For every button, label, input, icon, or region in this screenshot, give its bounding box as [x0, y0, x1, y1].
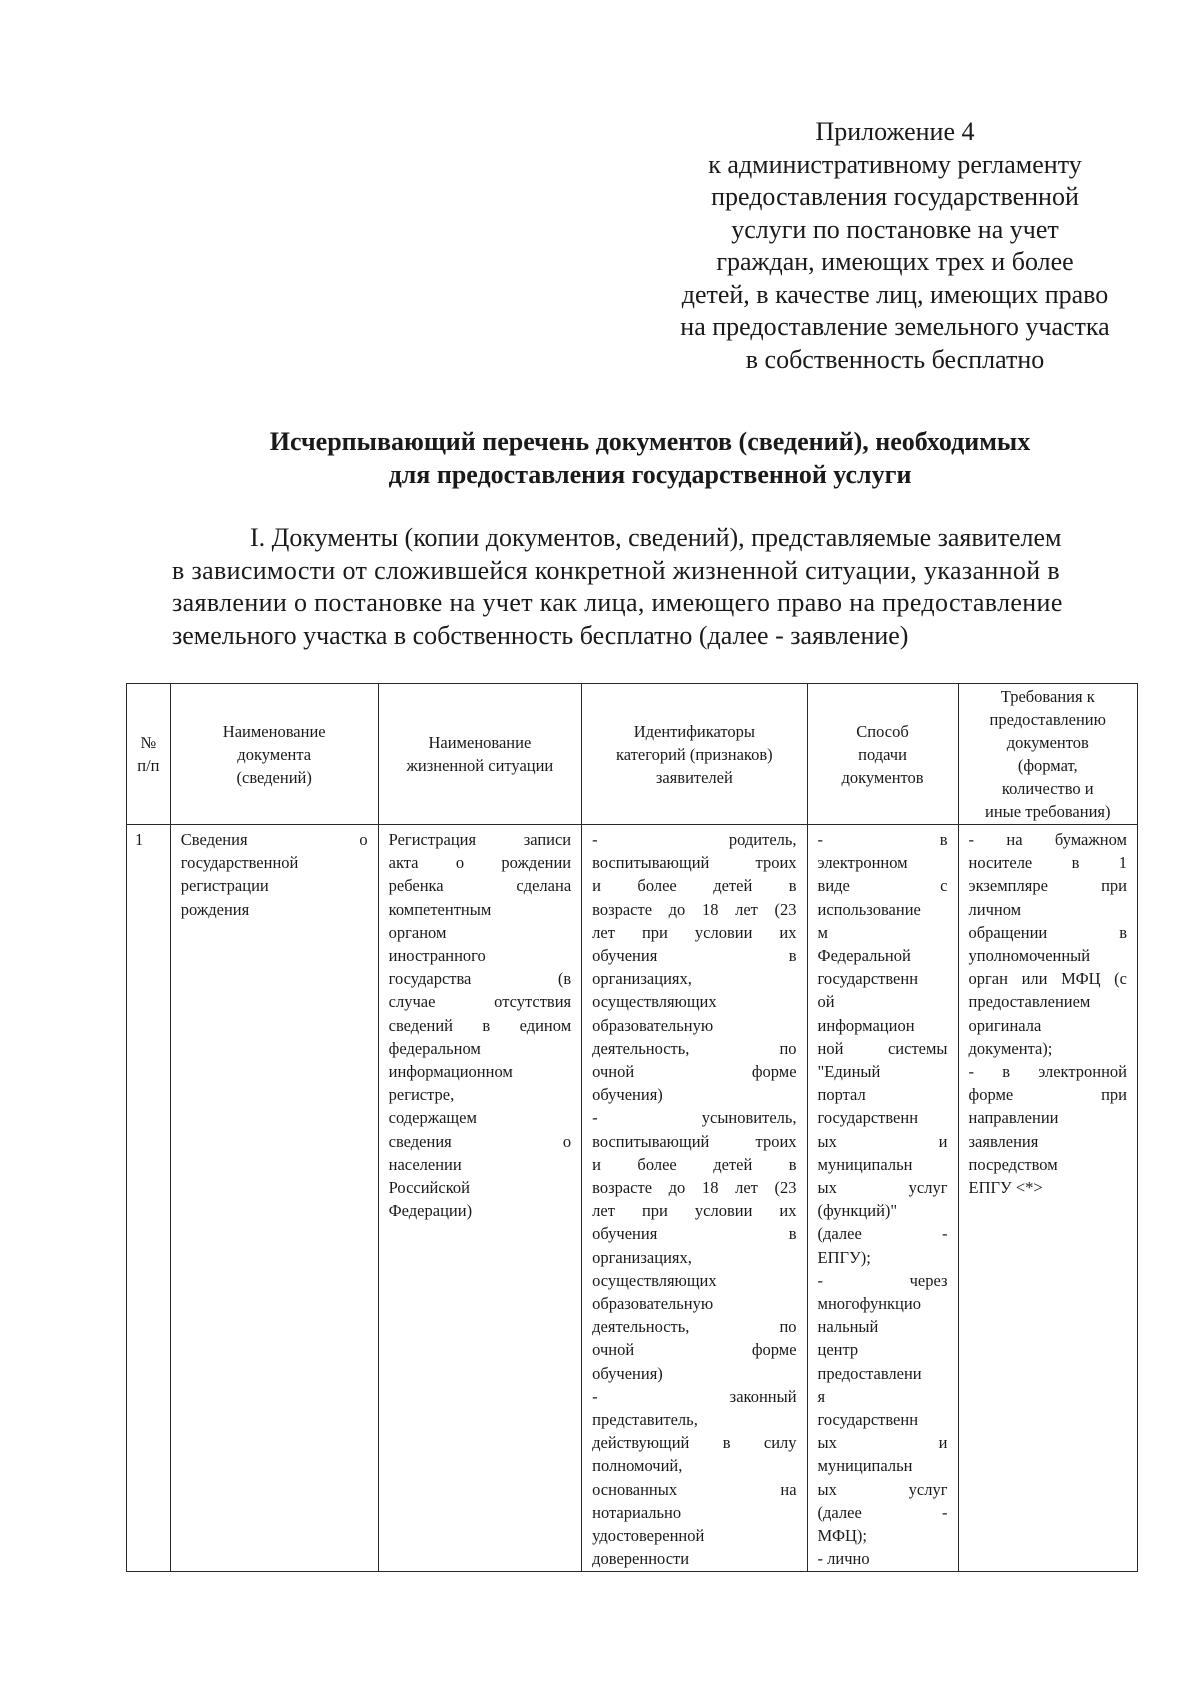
- appendix-line: предоставления государственной: [711, 182, 1079, 211]
- document-title-line-1: Исчерпывающий перечень документов (сведений), необходимых: [269, 427, 1031, 456]
- cell-line: возрасте до 18 лет (23: [592, 899, 797, 919]
- header-line: (формат,: [1017, 756, 1078, 775]
- appendix-line: граждан, имеющих трех и более: [716, 247, 1074, 276]
- cell-line: Сведения о: [180, 830, 368, 849]
- cell-line: - в: [817, 830, 948, 849]
- cell-line: - в электронной: [968, 1062, 1127, 1082]
- cell-line: ых и: [817, 1433, 948, 1453]
- cell-line: информацион: [817, 1015, 915, 1035]
- cell-line: населении: [388, 1154, 462, 1174]
- cell-line: Регистрация записи: [388, 830, 572, 849]
- cell-line: ЕПГУ);: [817, 1247, 871, 1267]
- cell-line: муниципальн: [817, 1456, 913, 1476]
- cell-line: обучения): [592, 1363, 663, 1383]
- header-line: п/п: [137, 756, 160, 775]
- cell-line: лет при условии их: [592, 922, 797, 942]
- cell-line: - родитель,: [592, 830, 797, 849]
- cell-line: образовательную: [592, 1294, 714, 1314]
- cell-line: портал: [817, 1085, 866, 1105]
- cell-line: центр: [817, 1340, 859, 1360]
- cell-line: осуществляющих: [592, 1270, 717, 1290]
- cell-line: деятельность, по: [592, 1317, 797, 1337]
- header-requirements: [958, 684, 1137, 825]
- cell-line: - усыновитель,: [592, 1108, 797, 1128]
- header-line: иные требования): [985, 802, 1111, 821]
- cell-line: форме при: [968, 1085, 1127, 1105]
- header-line: Наименование: [222, 721, 326, 741]
- cell-line: (далее -: [817, 1502, 948, 1522]
- appendix-heading: [660, 116, 1130, 376]
- cell-line: рождения: [180, 899, 250, 919]
- cell-line: государственн: [817, 1410, 919, 1430]
- header-line: №: [140, 733, 157, 752]
- cell-line: электронном: [817, 853, 908, 873]
- cell-line: - через: [817, 1270, 948, 1290]
- cell-line: носителе в 1: [968, 853, 1127, 873]
- appendix-line: в собственность бесплатно: [745, 344, 1045, 374]
- cell-line: регистрации: [180, 876, 269, 896]
- cell-line: основанных на: [592, 1479, 797, 1499]
- cell-line: экземпляре при: [968, 876, 1127, 896]
- cell-document-name: [170, 825, 378, 1572]
- header-line: подачи: [858, 744, 907, 764]
- header-line: жизненной ситуации: [406, 756, 554, 775]
- header-line: Требования к: [1000, 687, 1095, 706]
- cell-line: ребенка сделана: [388, 876, 572, 896]
- cell-line: муниципальн: [817, 1154, 913, 1174]
- cell-line: ной системы: [817, 1038, 948, 1058]
- table-row: [127, 825, 1138, 1572]
- cell-line: посредством: [968, 1154, 1058, 1174]
- cell-line: действующий в силу: [592, 1433, 797, 1453]
- cell-line: орган или МФЦ (с: [968, 969, 1127, 989]
- cell-line: осуществляющих: [592, 992, 717, 1012]
- cell-line: Федеральной: [817, 946, 911, 966]
- header-line: категорий (признаков): [616, 744, 773, 764]
- cell-line: личном: [968, 899, 1022, 919]
- cell-line: (функций)": [817, 1201, 898, 1221]
- appendix-line: Приложение 4: [815, 117, 975, 146]
- intro-line: I. Документы (копии документов, сведений), представляемые заявителем: [250, 523, 1062, 552]
- header-line: (сведений): [236, 767, 312, 787]
- cell-number: 1: [127, 825, 171, 1572]
- cell-line: полномочий,: [592, 1456, 683, 1476]
- cell-line: и более детей в: [592, 876, 797, 896]
- cell-line: предоставлени: [817, 1363, 922, 1383]
- cell-line: нотариально: [592, 1502, 682, 1522]
- table-header-row: [127, 684, 1138, 825]
- header-line: предоставлению: [989, 710, 1106, 729]
- cell-requirements: [958, 825, 1137, 1572]
- header-line: документов: [841, 767, 924, 787]
- cell-line: государственн: [817, 1108, 919, 1128]
- cell-applicant-categories: [582, 825, 807, 1572]
- cell-line: ых услуг: [817, 1178, 948, 1198]
- cell-line: нальный: [817, 1317, 879, 1337]
- appendix-line: детей, в качестве лиц, имеющих право: [681, 279, 1109, 309]
- cell-line: многофункцио: [817, 1294, 921, 1314]
- cell-line: я: [817, 1386, 826, 1406]
- cell-line: организациях,: [592, 1247, 692, 1267]
- cell-line: ЕПГУ <*>: [968, 1178, 1043, 1198]
- cell-line: - на бумажном: [968, 830, 1127, 849]
- cell-line: ых услуг: [817, 1479, 948, 1499]
- intro-line: в зависимости от сложившейся конкретной жизненной ситуации, указанной в: [172, 555, 1060, 585]
- header-submission-method: [807, 684, 958, 825]
- cell-line: информационном: [388, 1062, 513, 1082]
- cell-line: обращении в: [968, 922, 1127, 942]
- header-document-name: [170, 684, 378, 825]
- cell-line: обучения в: [592, 1224, 797, 1244]
- appendix-line: к административному регламенту: [708, 149, 1082, 179]
- cell-line: деятельность, по: [592, 1038, 797, 1058]
- cell-line: - законный: [592, 1386, 797, 1406]
- cell-line: направлении: [968, 1108, 1059, 1128]
- cell-line: очной форме: [592, 1340, 797, 1360]
- cell-line: органом: [388, 922, 447, 942]
- cell-line: содержащем: [388, 1108, 477, 1128]
- cell-line: м: [817, 922, 828, 942]
- header-number: [127, 684, 171, 825]
- cell-line: документа);: [968, 1038, 1053, 1058]
- cell-line: и более детей в: [592, 1154, 797, 1174]
- header-line: документа: [237, 744, 312, 764]
- cell-line: лет при условии их: [592, 1201, 797, 1221]
- cell-line: организациях,: [592, 969, 692, 989]
- cell-line: Федерации): [388, 1201, 473, 1221]
- cell-line: федеральном: [388, 1038, 481, 1058]
- cell-line: воспитывающий троих: [592, 853, 797, 873]
- cell-line: ых и: [817, 1131, 948, 1151]
- cell-line: сведений в едином: [388, 1015, 572, 1035]
- cell-line: регистре,: [388, 1085, 455, 1105]
- header-life-situation: [378, 684, 582, 825]
- cell-line: воспитывающий троих: [592, 1131, 797, 1151]
- appendix-line: на предоставление земельного участка: [680, 312, 1110, 341]
- section-intro: [172, 522, 1132, 652]
- cell-line: представитель,: [592, 1410, 698, 1430]
- cell-line: государственн: [817, 969, 919, 989]
- cell-line: ой: [817, 992, 835, 1012]
- cell-line: обучения в: [592, 946, 797, 966]
- cell-line: государства (в: [388, 969, 572, 989]
- cell-line: "Единый: [817, 1062, 881, 1082]
- cell-line: доверенности: [592, 1549, 690, 1569]
- cell-line: виде с: [817, 876, 948, 896]
- header-line: Наименование: [428, 733, 532, 752]
- document-title-line-2: для предоставления государственной услуги: [388, 460, 912, 489]
- cell-line: - лично: [817, 1549, 870, 1569]
- cell-line: образовательную: [592, 1015, 714, 1035]
- cell-life-situation: [378, 825, 582, 1572]
- cell-line: сведения о: [388, 1131, 572, 1151]
- cell-line: иностранного: [388, 946, 486, 966]
- cell-line: удостоверенной: [592, 1526, 705, 1546]
- header-line: заявителей: [655, 767, 733, 787]
- cell-line: очной форме: [592, 1062, 797, 1082]
- appendix-line: услуги по постановке на учет: [731, 214, 1059, 244]
- header-applicant-categories: [582, 684, 807, 825]
- intro-line: земельного участка в собственность бесплатно (далее - заявление): [172, 620, 909, 650]
- intro-line: заявлении о постановке на учет как лица, имеющего право на предоставление: [172, 588, 1063, 617]
- cell-line: Российской: [388, 1178, 470, 1198]
- cell-line: акта о рождении: [388, 853, 572, 873]
- cell-line: возрасте до 18 лет (23: [592, 1178, 797, 1198]
- cell-line: заявления: [968, 1131, 1039, 1151]
- document-title: [150, 425, 1150, 491]
- cell-line: случае отсутствия: [388, 992, 572, 1012]
- cell-submission-method: [807, 825, 958, 1572]
- header-line: Способ: [856, 721, 909, 741]
- cell-line: государственной: [180, 853, 299, 873]
- cell-line: обучения): [592, 1085, 663, 1105]
- cell-line: уполномоченный: [968, 946, 1091, 966]
- cell-line: предоставлением: [968, 992, 1091, 1012]
- cell-line: МФЦ);: [817, 1526, 868, 1546]
- cell-line: оригинала: [968, 1015, 1042, 1035]
- header-line: документов: [1006, 733, 1089, 752]
- header-line: количество и: [1001, 779, 1094, 798]
- header-line: Идентификаторы: [633, 721, 755, 741]
- cell-line: использование: [817, 899, 921, 919]
- cell-line: (далее -: [817, 1224, 948, 1244]
- cell-line: компетентным: [388, 899, 492, 919]
- documents-table: [126, 683, 1138, 1572]
